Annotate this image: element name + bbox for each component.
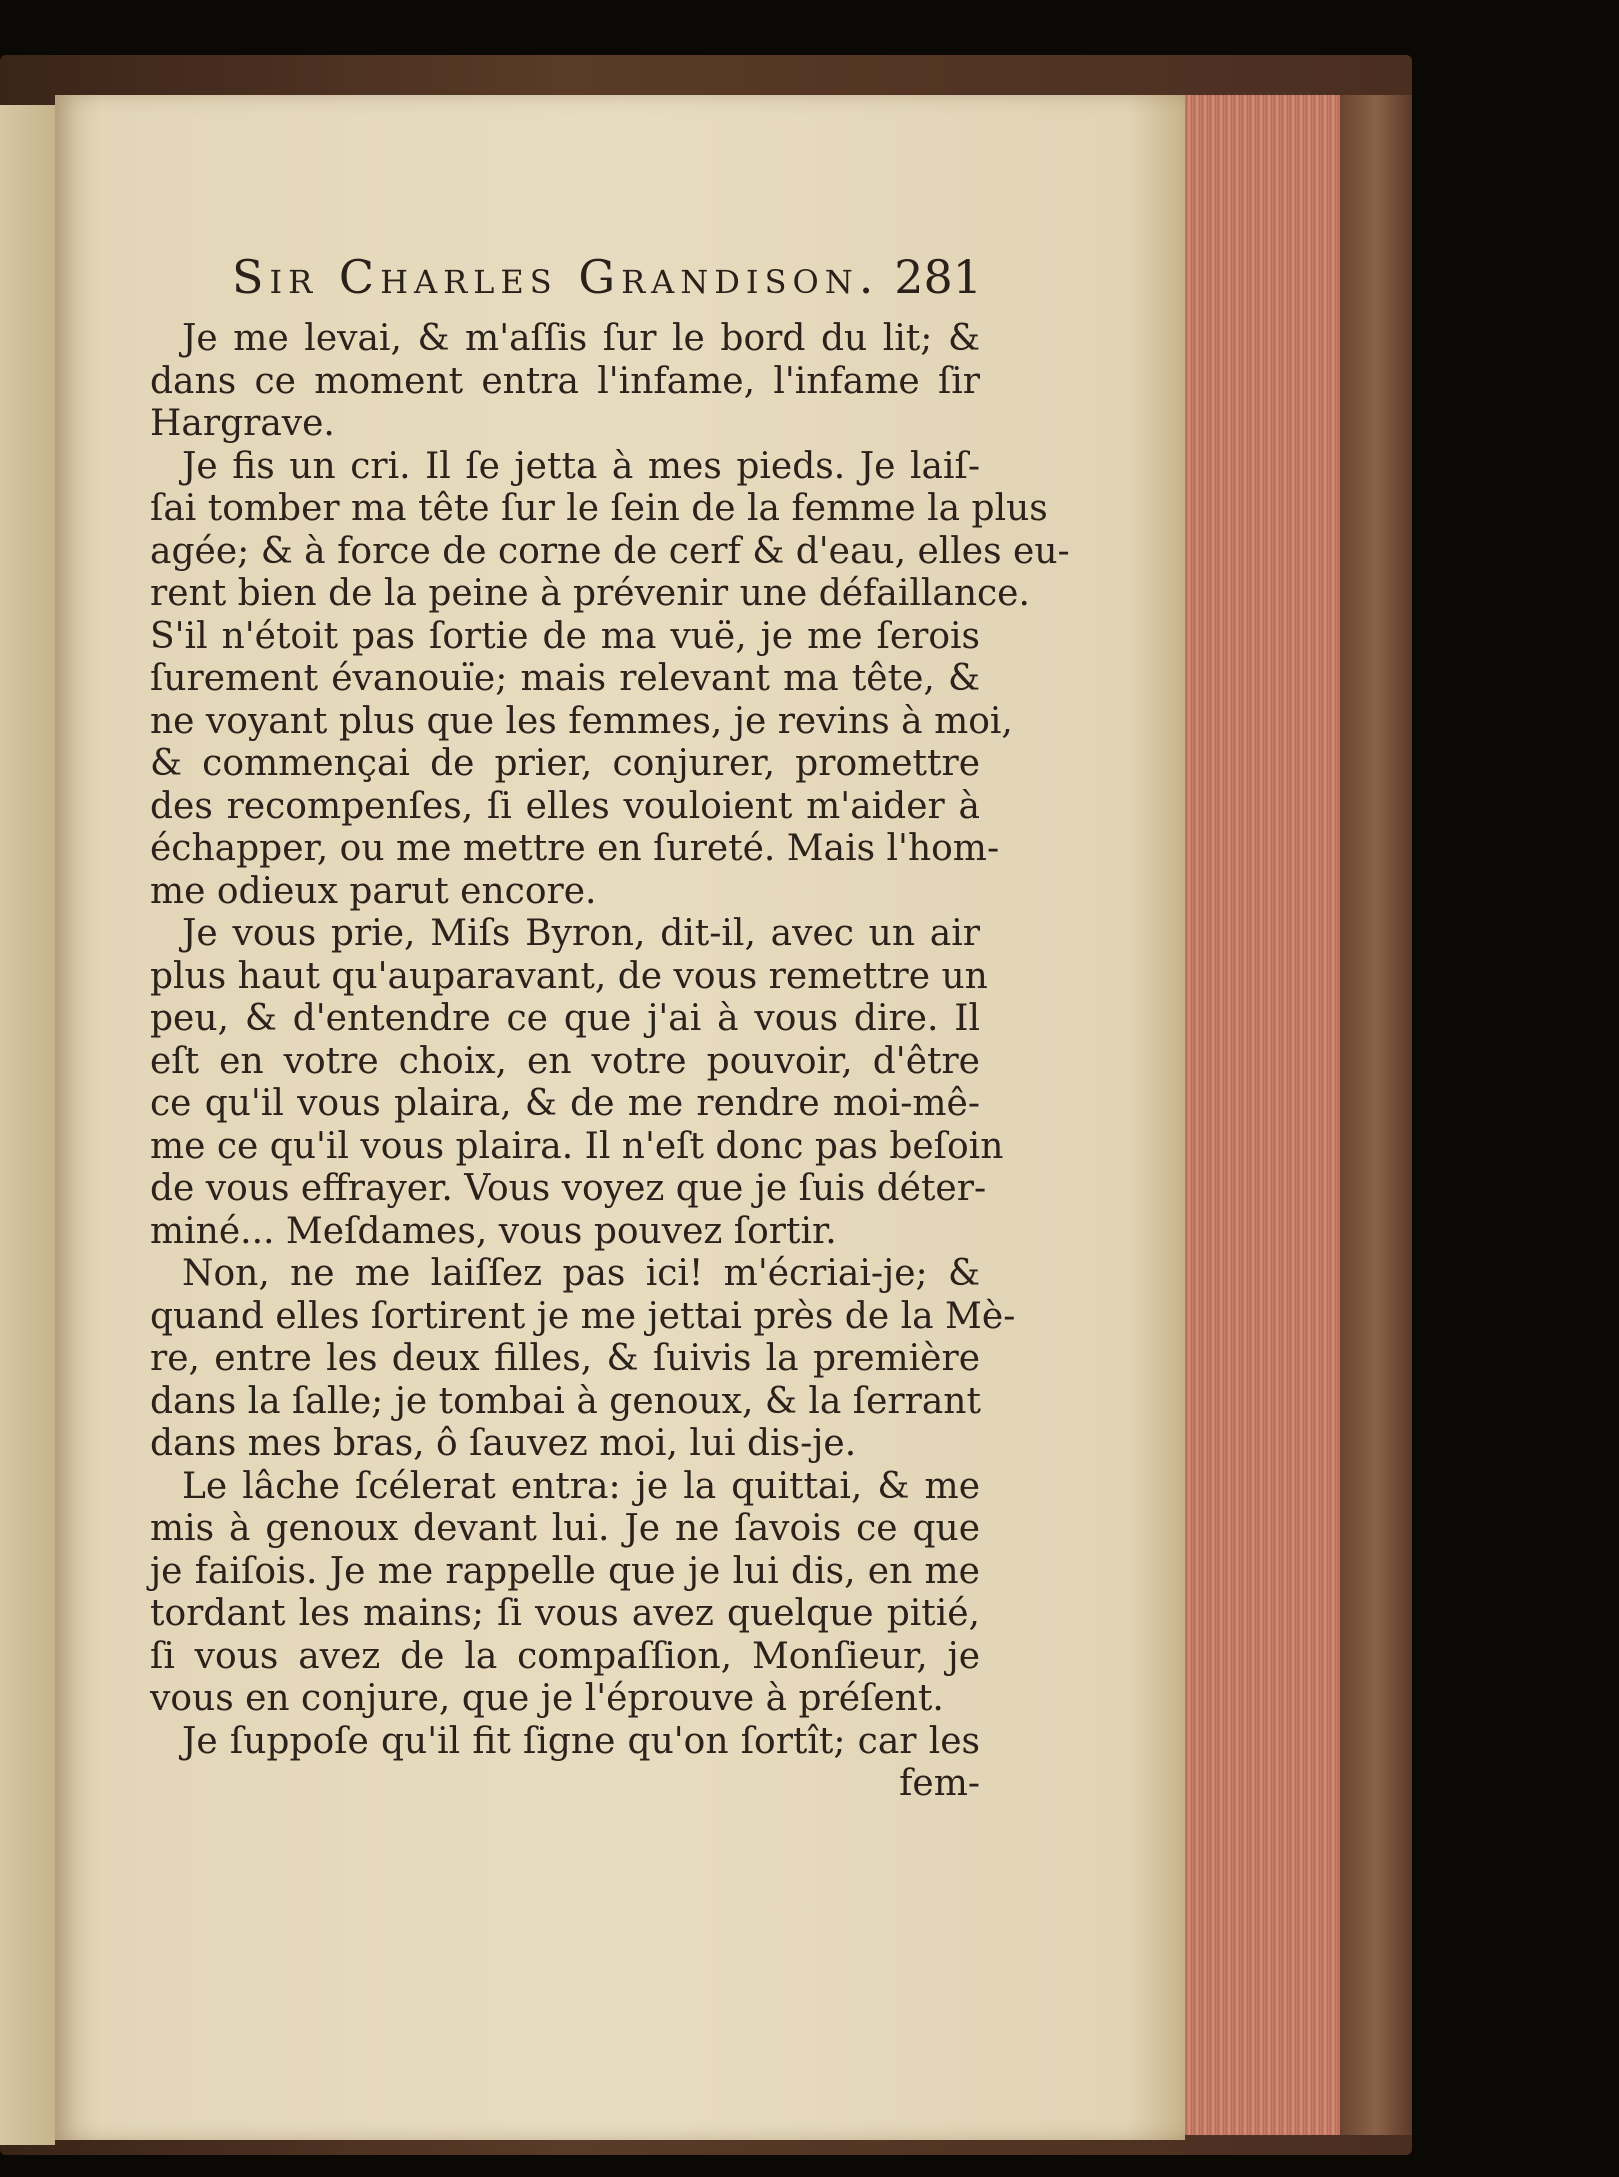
text-line: Je me levai, & m'aſſis ſur le bord du lit; & — [182, 318, 980, 359]
text-line: ſi vous avez de la compaſſion, Monſieur, je — [150, 1635, 980, 1677]
text-line: ce qu'il vous plaira, & de me rendre moi-mê- — [150, 1083, 980, 1124]
text-line: Je vous prie, Miſs Byron, dit-il, avec un air — [182, 913, 980, 954]
text-line: me ce qu'il vous plaira. Il n'eſt donc pas beſoin — [150, 1125, 1004, 1167]
text-line: agée; & à force de corne de cerf & d'eau, elles eu- — [150, 530, 1070, 572]
text-line: ſurement évanouïe; mais relevant ma tête, & — [150, 658, 980, 699]
text-line: ſai tomber ma tête ſur le ſein de la femme la plus — [150, 488, 1048, 529]
body-text — [150, 318, 1070, 1806]
text-line: Je ſuppoſe qu'il fit ſigne qu'on ſortît; car les — [182, 1720, 980, 1762]
text-line: tordant les mains; ſi vous avez quelque pitié, — [150, 1593, 980, 1634]
text-line: dans ce moment entra l'infame, l'infame ſir — [150, 360, 980, 402]
page-block-edge — [1180, 95, 1354, 2135]
text-line: Le lâche ſcélerat entra: je la quittai, & me — [182, 1465, 980, 1507]
text-line: re, entre les deux filles, & ſuivis la première — [150, 1338, 980, 1379]
running-title: Sir Charles Grandison. — [232, 250, 880, 304]
text-line: rent bien de la peine à prévenir une défaillance. — [150, 573, 1030, 614]
text-line: plus haut qu'auparavant, de vous remettre un — [150, 955, 988, 997]
text-line: eſt en votre choix, en votre pouvoir, d'être — [150, 1040, 980, 1082]
text-line: & commençai de prier, conjurer, promettre — [150, 743, 980, 784]
text-line: des recompenſes, ſi elles vouloient m'aider à — [150, 785, 980, 827]
text-line: peu, & d'entendre ce que j'ai à vous dire. Il — [150, 998, 980, 1039]
text-line: vous en conjure, que je l'éprouve à préſent. — [150, 1678, 944, 1719]
text-line: mis à genoux devant lui. Je ne ſavois ce que — [150, 1508, 980, 1549]
text-line: miné... Meſdames, vous pouvez ſortir. — [150, 1210, 837, 1252]
back-cover — [1340, 95, 1412, 2135]
text-line: Hargrave. — [150, 403, 335, 444]
text-line: je faiſois. Je me rappelle que je lui dis, en me — [150, 1550, 980, 1592]
text-line: Je fis un cri. Il ſe jetta à mes pieds. Je laiſ- — [182, 445, 980, 487]
text-line: fem- — [899, 1763, 980, 1804]
facing-page-edge — [0, 105, 55, 2145]
text-line: de vous effrayer. Vous voyez que je ſuis déter- — [150, 1168, 987, 1209]
text-line: dans mes bras, ô ſauvez moi, lui dis-je. — [150, 1423, 857, 1464]
text-line: ne voyant plus que les femmes, je revins à moi, — [150, 700, 1013, 742]
page-header — [232, 250, 982, 310]
text-line: Non, ne me laiſſez pas ici! m'écriai-je; & — [182, 1253, 980, 1294]
text-line: dans la ſalle; je tombai à genoux, & la ſerrant — [150, 1380, 981, 1422]
text-line: quand elles ſortirent je me jettai près de la Mè- — [150, 1295, 1016, 1337]
text-line: me odieux parut encore. — [150, 870, 597, 912]
text-line: échapper, ou me mettre en ſureté. Mais l'hom- — [150, 828, 1000, 869]
page-number: 281 — [894, 250, 982, 304]
text-line: S'il n'étoit pas ſortie de ma vuë, je me ſerois — [150, 615, 980, 657]
